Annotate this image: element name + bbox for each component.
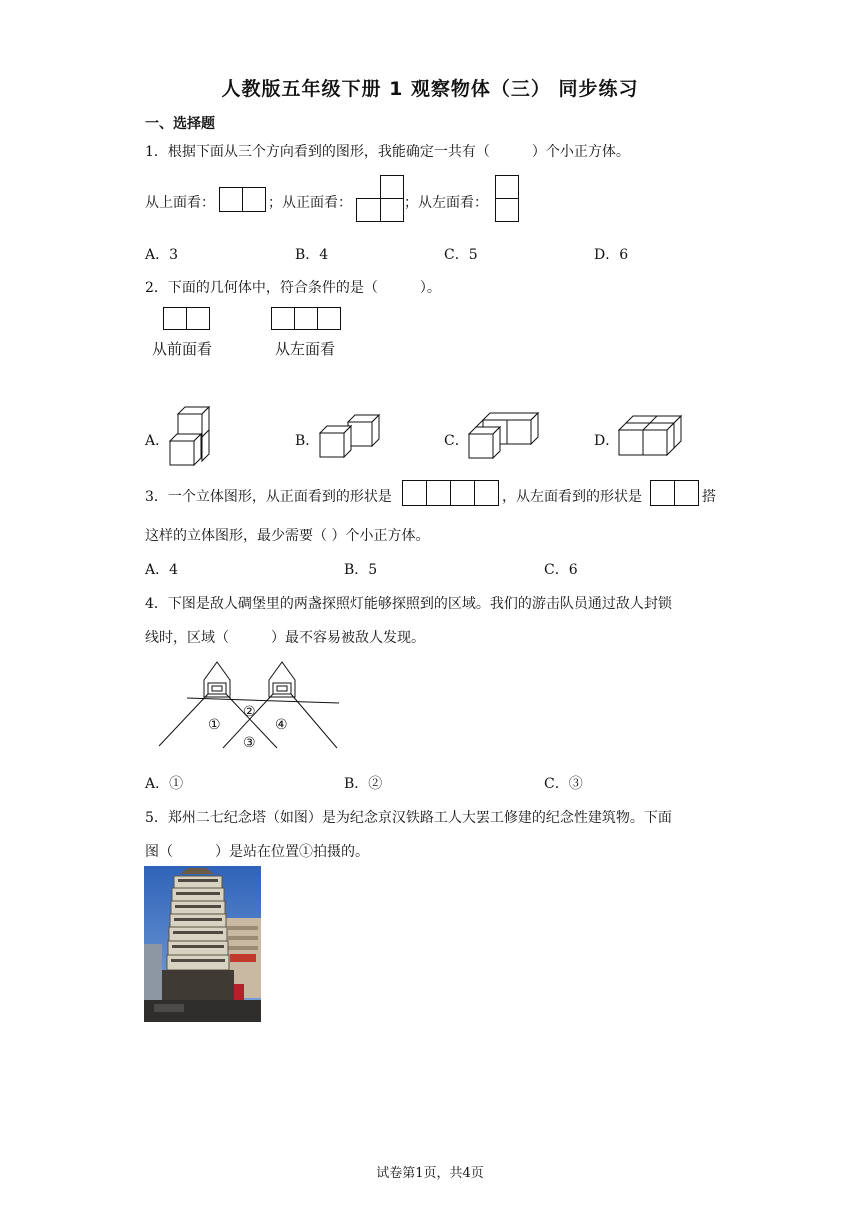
q3-front-view-figure xyxy=(402,480,502,508)
q3-option-b[interactable]: B．5 xyxy=(344,562,378,578)
q1-option-b[interactable]: B．4 xyxy=(295,247,329,263)
tower-photo xyxy=(144,866,261,1022)
q3-option-a[interactable]: A．4 xyxy=(145,562,179,578)
page-title: 人教版五年级下册 1 观察物体（三） 同步练习 xyxy=(221,78,639,100)
q2-option-d[interactable]: D． xyxy=(594,433,620,449)
q1-option-d[interactable]: D．6 xyxy=(594,247,629,263)
q1-option-c[interactable]: C．5 xyxy=(444,247,478,263)
region-label-4: ④ xyxy=(275,717,288,733)
q2-front-view-figure xyxy=(163,307,211,331)
q1-option-a[interactable]: A．3 xyxy=(145,247,179,263)
q2-option-a[interactable]: A． xyxy=(145,433,170,449)
region-label-1: ① xyxy=(208,717,221,733)
searchlight-diagram xyxy=(157,658,347,754)
q2-option-c[interactable]: C． xyxy=(444,433,469,449)
q2-option-b[interactable]: B． xyxy=(295,433,320,449)
q1-left-view-figure xyxy=(495,175,521,223)
q2-front-caption: 从前面看 xyxy=(152,340,213,358)
q1-front-label: ；从正面看： xyxy=(268,195,352,211)
q3-text-part2: ，从左面看到的形状是 xyxy=(502,489,642,505)
q4-option-b[interactable]: B．② xyxy=(344,776,383,792)
region-label-3: ③ xyxy=(243,735,256,751)
section-heading: 一、选择题 xyxy=(145,116,215,132)
q1-left-label: ；从左面看： xyxy=(404,195,488,211)
q5-text-line2: 图（ ）是站在位置①拍摄的。 xyxy=(145,844,369,860)
page-footer: 试卷第1页，共4页 xyxy=(376,1166,484,1181)
q1-front-view-figure xyxy=(356,175,406,223)
q5-text-line1: 5．郑州二七纪念塔（如图）是为纪念京汉铁路工人大罢工修建的纪念性建筑物。下面 xyxy=(145,810,672,826)
q3-option-c[interactable]: C．6 xyxy=(544,562,578,578)
q3-left-view-figure xyxy=(650,480,702,508)
q2-stem: 2．下面的几何体中，符合条件的是（ ）。 xyxy=(145,280,441,296)
q2-left-caption: 从左面看 xyxy=(275,340,336,358)
q4-option-c[interactable]: C．③ xyxy=(544,776,583,792)
q1-stem: 1．根据下面从三个方向看到的图形，我能确定一共有（ ）个小正方体。 xyxy=(145,144,630,160)
q2-figure-a xyxy=(168,404,212,468)
q2-figure-c xyxy=(467,410,543,462)
q2-figure-b xyxy=(318,414,384,460)
q3-text-part1: 3．一个立体图形，从正面看到的形状是 xyxy=(145,489,392,505)
q2-left-view-figure xyxy=(271,307,343,331)
q3-text-part3: 搭 xyxy=(702,489,716,505)
q3-text-line2: 这样的立体图形，最少需要（ ）个小正方体。 xyxy=(145,528,430,544)
region-label-2: ② xyxy=(243,704,256,720)
q1-top-label: 从上面看： xyxy=(145,195,215,211)
q4-text-line2: 线时，区域（ ）最不容易被敌人发现。 xyxy=(145,630,425,646)
q4-text-line1: 4．下图是敌人碉堡里的两盏探照灯能够探照到的区域。我们的游击队员通过敌人封锁 xyxy=(145,596,672,612)
q1-top-view-figure xyxy=(219,187,267,213)
q2-figure-d xyxy=(617,412,687,460)
q4-option-a[interactable]: A．① xyxy=(145,776,184,792)
